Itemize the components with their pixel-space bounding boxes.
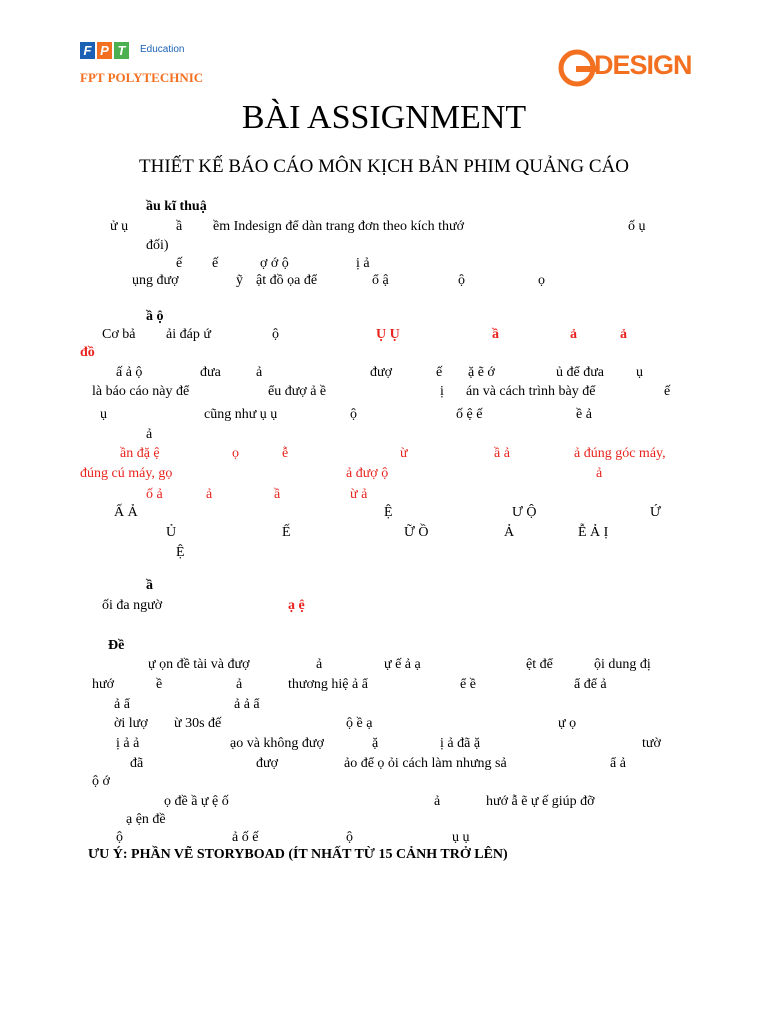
body-text-fragment: ố ệ ế xyxy=(456,407,483,422)
body-text-fragment: ả xyxy=(146,427,153,442)
body-text-fragment: đối) xyxy=(146,238,169,253)
body-text-fragment: ả xyxy=(236,677,243,692)
body-text-fragment: ầ ả xyxy=(494,446,510,461)
body-text-fragment: ầ ộ xyxy=(146,309,164,324)
body-text-fragment: Ư Ộ xyxy=(512,505,537,520)
body-text-fragment: ầ xyxy=(146,578,153,593)
body-text-fragment: đúng cú máy, gọ xyxy=(80,466,173,481)
body-text-fragment: ể ề xyxy=(460,677,476,692)
body-text-fragment: ả xyxy=(206,487,213,502)
body-text-fragment: ẩ để ả xyxy=(574,677,607,692)
body-text-fragment: đượ xyxy=(256,756,278,771)
body-text-fragment: ừ xyxy=(400,446,408,461)
page-title: BÀI ASSIGNMENT xyxy=(241,99,527,136)
body-text-fragment: Đề xyxy=(108,638,125,653)
body-text-fragment: ạ ệ xyxy=(288,598,305,613)
body-text-fragment: ạo và không đượ xyxy=(230,736,324,751)
fpt-polytechnic-logo xyxy=(80,40,220,90)
body-text-fragment: ễ xyxy=(282,446,289,461)
body-text-fragment: án và cách trình bày để xyxy=(466,384,596,399)
body-text-fragment: ỹ xyxy=(236,273,243,288)
body-text-fragment: Ệ xyxy=(176,545,185,560)
body-text-fragment: ải đáp ứ xyxy=(166,327,211,342)
body-text-fragment: Ệ xyxy=(384,505,393,520)
body-text-fragment: ộ xyxy=(458,273,465,288)
body-text-fragment: ả xyxy=(316,657,323,672)
body-text-fragment: ế xyxy=(664,384,671,399)
body-text-fragment: Ứ xyxy=(650,505,661,520)
fpt-education-label: Education xyxy=(140,44,185,55)
body-text-fragment: ụ ụ xyxy=(452,830,470,845)
body-text-fragment: ộ xyxy=(116,830,123,845)
body-text-fragment: ả xyxy=(256,365,263,380)
body-text-fragment: ị ả ả xyxy=(116,736,140,751)
body-text-fragment: ả đúng góc máy, xyxy=(574,446,666,461)
body-text-fragment: ộ ớ xyxy=(92,774,110,789)
body-text-fragment: ự ọ xyxy=(558,716,577,731)
body-text-fragment: ẩ ả xyxy=(610,756,626,771)
design-logo xyxy=(558,48,692,90)
body-text-fragment: ả ố ế xyxy=(232,830,259,845)
design-g-icon xyxy=(558,48,598,88)
body-text-fragment: ặ ẽ ớ xyxy=(468,365,495,380)
body-text-fragment: ố ả xyxy=(146,487,163,502)
body-text-fragment: đượ xyxy=(370,365,392,380)
body-text-fragment: ầ xyxy=(274,487,281,502)
body-text-fragment: hướ xyxy=(92,677,114,692)
fpt-letter-p: P xyxy=(97,42,112,59)
body-text-fragment: ụ xyxy=(100,407,107,422)
body-text-fragment: ế xyxy=(212,256,219,271)
body-text-fragment: ả xyxy=(620,327,627,342)
body-text-fragment: cũng như ụ ụ xyxy=(204,407,278,422)
body-text-fragment: Ủ xyxy=(166,525,177,540)
body-text-fragment: đồ xyxy=(80,345,95,360)
body-text-fragment: ự ọn đề tài và đượ xyxy=(148,657,250,672)
body-text-fragment: ả xyxy=(596,466,603,481)
body-text-fragment: ầ xyxy=(176,219,183,234)
body-text-fragment: Ụ Ụ xyxy=(376,327,400,342)
body-text-fragment: đã xyxy=(130,756,144,771)
storyboard-note: ƯU Ý: PHẦN VẼ STORYBOAD (ÍT NHẤT TỪ 15 CẢNH TRỞ LÊN) xyxy=(88,847,508,862)
body-text-fragment: ố ụ xyxy=(628,219,646,234)
body-text-fragment: ừ 30s đế xyxy=(174,716,222,731)
body-text-fragment: ần đặ ệ xyxy=(120,446,160,461)
body-text-fragment: ảo để ọ ỏi cách làm nhưng sả xyxy=(344,756,507,771)
page-subtitle: THIẾT KẾ BÁO CÁO MÔN KỊCH BẢN PHIM QUẢNG CÁO xyxy=(139,156,629,177)
body-text-fragment: ề xyxy=(156,677,163,692)
body-text-fragment: ị ả xyxy=(356,256,370,271)
body-text-fragment: Ữ Ồ xyxy=(404,525,429,540)
design-logo-text: DESIGN xyxy=(594,50,692,80)
body-text-fragment: ụ xyxy=(636,365,643,380)
body-text-fragment: ề ả xyxy=(576,407,592,422)
body-text-fragment: ợ ớ ộ xyxy=(260,256,289,271)
body-text-fragment: đưa xyxy=(200,365,221,380)
body-text-fragment: ấ ả ộ xyxy=(116,365,143,380)
body-text-fragment: ộ xyxy=(346,830,353,845)
body-text-fragment: ụng đượ xyxy=(132,273,179,288)
body-text-fragment: ối đa ngườ xyxy=(102,598,163,613)
fpt-polytechnic-label: FPT POLYTECHNIC xyxy=(80,70,204,85)
body-text-fragment: ế xyxy=(436,365,443,380)
body-text-fragment: ạ ện đề xyxy=(126,812,166,827)
body-text-fragment: ọ đề ầ ự ệ ố xyxy=(164,794,229,809)
body-text-fragment: ả ẩ xyxy=(114,697,130,712)
body-text-fragment: ộ xyxy=(350,407,357,422)
body-text-fragment: Ế xyxy=(282,525,291,540)
body-text-fragment: ử ụ xyxy=(110,219,129,234)
body-text-fragment: ả xyxy=(434,794,441,809)
body-text-fragment: ộ ề ạ xyxy=(346,716,373,731)
body-text-fragment: ệt để xyxy=(526,657,553,672)
body-text-fragment: Cơ bả xyxy=(102,327,136,342)
body-text-fragment: ọ xyxy=(538,273,545,288)
body-text-fragment: ềm Indesign để dàn trang đơn theo kích thướ xyxy=(213,219,465,234)
body-text-fragment: ọ xyxy=(232,446,239,461)
body-text-fragment: ế xyxy=(176,256,183,271)
body-text-fragment: ật đồ ọa để xyxy=(256,273,318,288)
body-text-fragment: ị xyxy=(440,384,444,399)
body-text-fragment: Ễ Ả Ị xyxy=(578,525,609,540)
body-text-fragment: ộ xyxy=(272,327,279,342)
body-text-fragment: ầu kĩ thuậ xyxy=(146,199,207,214)
body-text-fragment: ả xyxy=(570,327,577,342)
body-text-fragment: ội dung đị xyxy=(594,657,651,672)
body-text-fragment: hướ ẫ ẽ ự ế giúp đỡ xyxy=(486,794,595,809)
body-text-fragment: ả đượ ộ xyxy=(346,466,389,481)
body-text-fragment: ầ xyxy=(492,327,499,342)
fpt-letter-t: T xyxy=(114,42,129,59)
body-text-fragment: Ấ Ả xyxy=(114,505,138,520)
body-text-fragment: ủ để đưa xyxy=(556,365,605,380)
body-text-fragment: ừ ả xyxy=(350,487,368,502)
body-text-fragment: ị ả đã ặ xyxy=(440,736,481,751)
body-text-fragment: Ả xyxy=(504,525,515,540)
body-text-fragment: tườ xyxy=(642,736,661,751)
body-text-fragment: ổ ậ xyxy=(372,273,389,288)
body-text-fragment: ời lượ xyxy=(114,716,148,731)
fpt-letter-f: F xyxy=(80,42,95,59)
body-text-fragment: thương hiệ ả ẩ xyxy=(288,677,368,692)
body-text-fragment: ểu đượ ả ề xyxy=(268,384,327,399)
body-text-fragment: ả ả ẩ xyxy=(234,697,260,712)
body-text-fragment: ự ế ả ạ xyxy=(384,657,421,672)
body-text-fragment: là báo cáo này để xyxy=(92,384,190,399)
body-text-fragment: ặ xyxy=(372,736,379,751)
